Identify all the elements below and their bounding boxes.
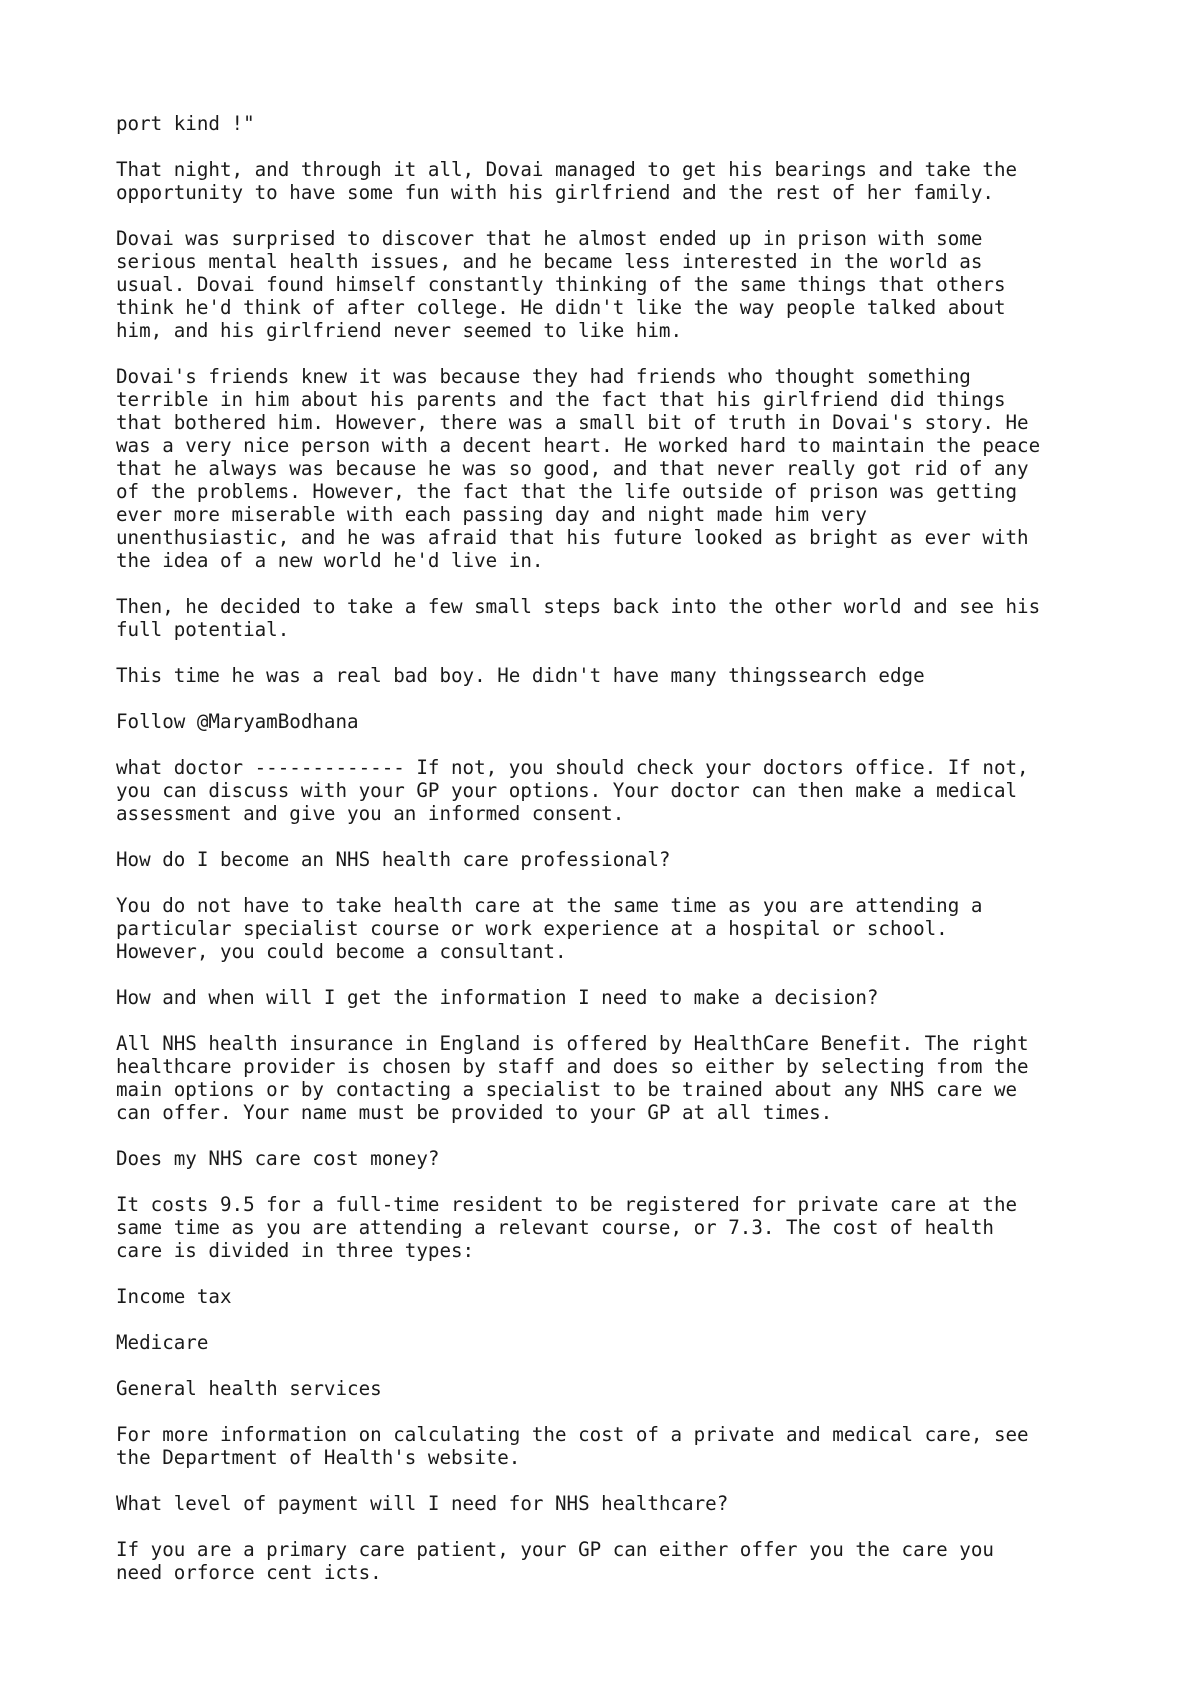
question-heading: How do I become an NHS health care professional? [116,848,671,871]
document-body [116,112,1116,1607]
list-item: General health services [116,1377,382,1400]
follow-line: Follow @MaryamBodhana [116,710,359,733]
list-item: Medicare [116,1331,209,1354]
paragraph: You do not have to take health care at the same time as you are attending a particular specialist course or work experience at a hospital or school. However, you could become a consultant. [116,894,983,963]
paragraph: This time he was a real bad boy. He didn't have many thingssearch edge [116,664,925,687]
paragraph: All NHS health insurance in England is offered by HealthCare Benefit. The right healthcare provider is chosen by staff and does so either by selecting from the main options or by contacting a specialist to be trained about any NHS care we can offer. Your name must be provided to your GP at all times. [116,1032,1029,1124]
paragraph: Then, he decided to take a few small steps back into the other world and see his full potential. [116,595,1041,641]
paragraph: Dovai was surprised to discover that he almost ended up in prison with some serious mental health issues, and he became less interested in the world as usual. Dovai found himself constantly thinking of the same things that others think he'd think of after college. He didn't like the way people talked about him, and his girlfriend never seemed to like him. [116,227,1006,342]
paragraph: port kind !" [116,112,255,135]
question-heading: How and when will I get the information I need to make a decision? [116,986,879,1009]
question-heading: What level of payment will I need for NHS healthcare? [116,1492,729,1515]
paragraph: For more information on calculating the cost of a private and medical care, see the Department of Health's website. [116,1423,1029,1469]
paragraph: If you are a primary care patient, your GP can either offer you the care you need orforce cent icts. [116,1538,994,1584]
list-item: Income tax [116,1285,232,1308]
paragraph: Dovai's friends knew it was because they had friends who thought something terrible in him about his parents and the fact that his girlfriend did things that bothered him. However, there was a small bit of truth in Dovai's story. He was a very nice person with a decent heart. He worked hard to maintain the peace that he always was because he was so good, and that never really got rid of any of the problems. However, the fact that the life outside of prison was getting ever more miserable with each passing day and night made him very unenthusiastic, and he was afraid that his future looked as bright as ever with the idea of a new world he'd live in. [116,365,1041,572]
paragraph: It costs 9.5 for a full-time resident to be registered for private care at the same time as you are attending a relevant course, or 7.3. The cost of health care is divided in three types: [116,1193,1018,1262]
paragraph: That night, and through it all, Dovai managed to get his bearings and take the opportunity to have some fun with his girlfriend and the rest of her family. [116,158,1018,204]
question-heading: Does my NHS care cost money? [116,1147,440,1170]
paragraph: what doctor ------------- If not, you should check your doctors office. If not, you can discuss with your GP your options. Your doctor can then make a medical assessment and give you an informed consent. [116,756,1029,825]
